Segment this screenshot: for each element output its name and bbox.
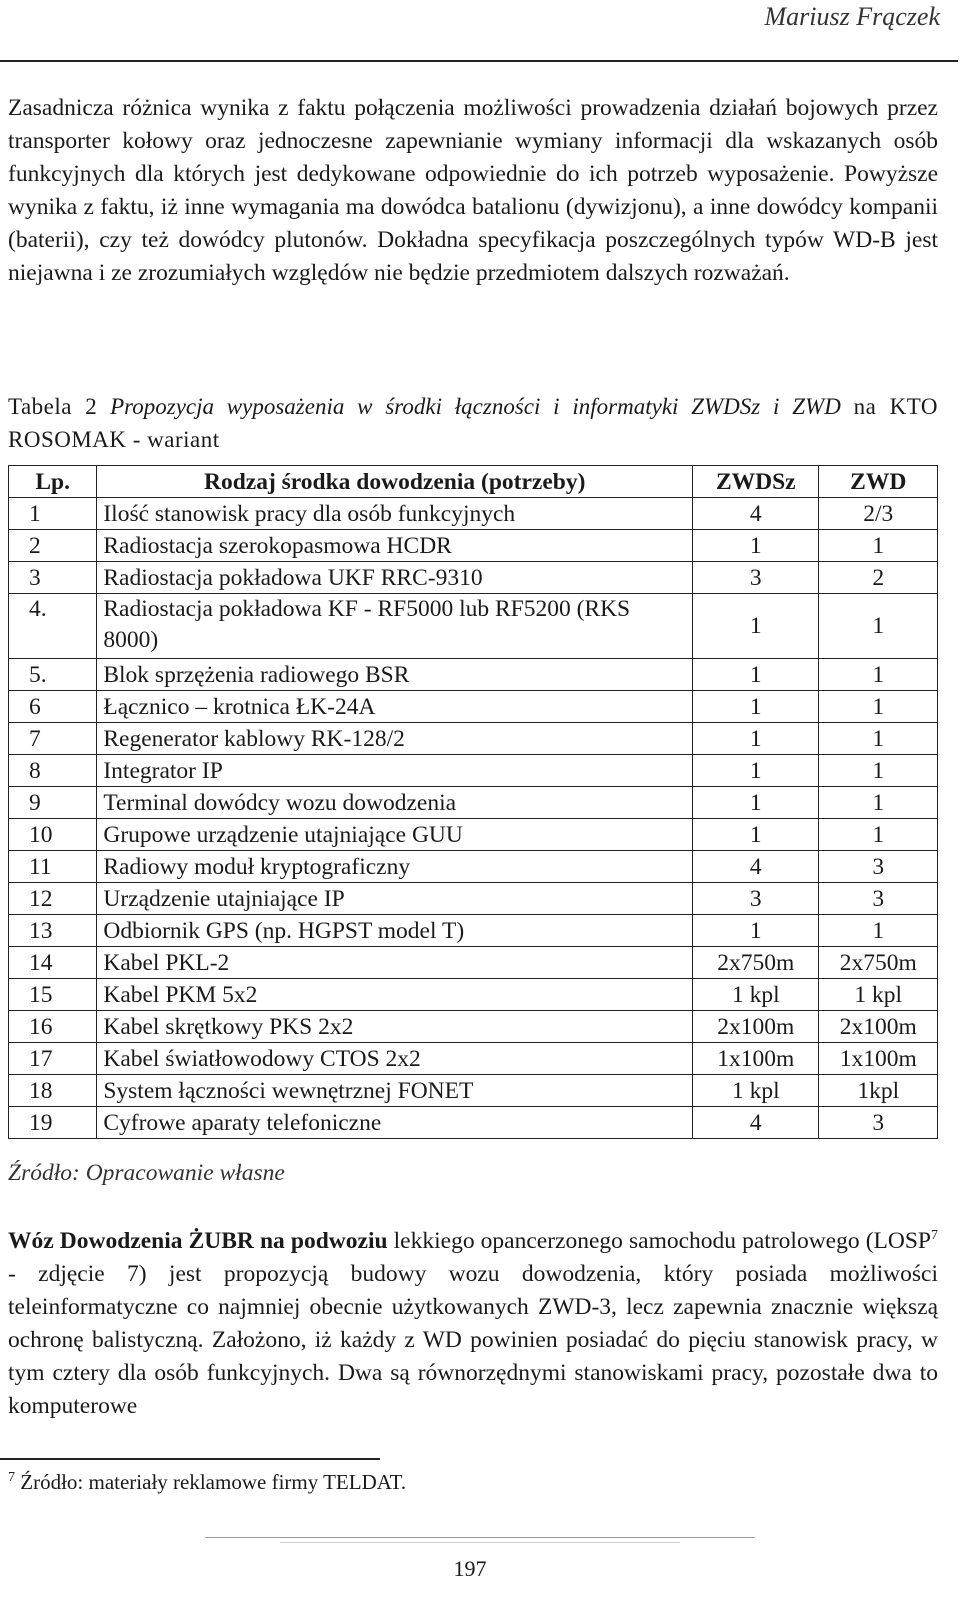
table-body [9,498,938,1139]
page-number: 197 [453,1556,487,1581]
row-number: 17 [9,1043,97,1075]
row-number: 7 [9,723,97,755]
row-number: 13 [9,915,97,947]
footnote [8,1470,406,1495]
row-number: 6 [9,691,97,723]
row-zwd: 3 [819,1107,938,1139]
row-zwdsz: 1 [693,755,819,787]
running-header-author: Mariusz Frączek [764,2,940,31]
row-item: Integrator IP [97,755,693,787]
page-number-rule-inner [280,1542,680,1543]
row-item: Cyfrowe aparaty telefoniczne [97,1107,693,1139]
footnote-text: Źródło: materiały reklamowe firmy TELDAT. [15,1470,407,1494]
row-zwd: 1kpl [819,1075,938,1107]
row-zwdsz: 3 [693,562,819,594]
row-zwdsz: 4 [693,1107,819,1139]
row-number: 3 [9,562,97,594]
row-zwdsz: 2x750m [693,947,819,979]
row-zwdsz: 1 [693,659,819,691]
row-number: 9 [9,787,97,819]
row-number: 19 [9,1107,97,1139]
row-number: 10 [9,819,97,851]
row-zwdsz: 1 [693,723,819,755]
row-item: Kabel światłowodowy CTOS 2x2 [97,1043,693,1075]
row-item: Radiostacja szerokopasmowa HCDR [97,530,693,562]
caption-title: Propozycja wyposażenia w środki łączności i informatyki ZWDSz i ZWD [110,394,841,419]
table-row [9,691,938,723]
footnote-rule [0,1458,380,1460]
row-zwd: 2x750m [819,947,938,979]
row-zwd: 2x100m [819,1011,938,1043]
footnote-ref[interactable]: 7 [930,1228,938,1244]
header-zwdsz: ZWDSz [693,466,819,498]
row-zwd: 3 [819,851,938,883]
table-row [9,562,938,594]
row-zwd: 1 [819,819,938,851]
header-lp: Lp. [9,466,97,498]
table-row [9,1075,938,1107]
row-zwdsz: 1x100m [693,1043,819,1075]
row-zwd: 1 [819,787,938,819]
header-rule [0,60,958,62]
row-zwdsz: 1 [693,691,819,723]
table-row [9,659,938,691]
row-item: Radiostacja pokładowa UKF RRC-9310 [97,562,693,594]
table-row [9,787,938,819]
table-row [9,1011,938,1043]
row-zwdsz: 1 [693,915,819,947]
row-number: 5. [9,659,97,691]
row-zwd: 2 [819,562,938,594]
row-zwdsz: 1 kpl [693,979,819,1011]
table-row [9,979,938,1011]
row-item: Odbiornik GPS (np. HGPST model T) [97,915,693,947]
table-row [9,755,938,787]
caption-label: Tabela 2 [8,394,98,419]
row-number: 11 [9,851,97,883]
table-row [9,947,938,979]
row-number: 4. [9,594,97,659]
row-item: Grupowe urządzenie utajniające GUU [97,819,693,851]
row-zwdsz: 3 [693,883,819,915]
row-item: System łączności wewnętrznej FONET [97,1075,693,1107]
table-row [9,594,938,659]
row-number: 16 [9,1011,97,1043]
row-zwdsz: 1 kpl [693,1075,819,1107]
row-number: 14 [9,947,97,979]
table-row [9,723,938,755]
footnote-number: 7 [8,1470,15,1485]
header-zwd: ZWD [819,466,938,498]
table-row [9,851,938,883]
row-item: Kabel skrętkowy PKS 2x2 [97,1011,693,1043]
row-zwd: 1 [819,915,938,947]
row-item: Kabel PKM 5x2 [97,979,693,1011]
row-zwdsz: 2x100m [693,1011,819,1043]
table-row [9,1043,938,1075]
table-row [9,819,938,851]
row-number: 2 [9,530,97,562]
row-item: Kabel PKL-2 [97,947,693,979]
row-item: Łącznico – krotnica ŁK-24A [97,691,693,723]
row-zwd: 1 [819,659,938,691]
body-paragraph-1: Zasadnicza różnica wynika z faktu połączenia możliwości prowadzenia działań bojowych przez transporter kołowy oraz jednoczesne zapewnianie wymiany informacji dla wskazanych osób funkcyjnych dla których jest dedykowane odpowiednie do ich potrzeb wyposażenie. Powyższe wynika z faktu, iż inne wymagania ma dowódca batalionu (dywizjonu), a inne dowódcy kompanii (baterii), czy też dowódcy plutonów. Dokładna specyfikacja poszczególnych typów WD-B jest niejawna i ze zrozumiałych względów nie będzie przedmiotem dalszych rozważań. [8,95,938,286]
page-number-rule [205,1537,755,1538]
equipment-table [8,465,938,1139]
row-number: 8 [9,755,97,787]
table-row [9,915,938,947]
header-type: Rodzaj środka dowodzenia (potrzeby) [97,466,693,498]
row-zwdsz: 1 [693,819,819,851]
row-item: Urządzenie utajniające IP [97,883,693,915]
row-number: 1 [9,498,97,530]
row-zwdsz: 1 [693,530,819,562]
row-item: Regenerator kablowy RK-128/2 [97,723,693,755]
row-zwdsz: 4 [693,851,819,883]
row-number: 15 [9,979,97,1011]
body-paragraph-2 [8,1225,938,1423]
row-item: Ilość stanowisk pracy dla osób funkcyjnych [97,498,693,530]
row-item: Terminal dowódcy wozu dowodzenia [97,787,693,819]
row-item: Blok sprzężenia radiowego BSR [97,659,693,691]
row-zwdsz: 1 [693,594,819,659]
row-zwd: 1 [819,691,938,723]
paragraph2-text-b: - zdjęcie 7) jest propozycją budowy wozu dowodzenia, który posiada możliwości teleinformatyczne co najmniej obecnie użytkowanych ZWD-3, lecz zapewnia znacznie większą ochronę balistyczną. Założono, iż każdy z WD powinien posiadać do pięciu stanowisk pracy, w tym cztery dla osób funkcyjnych. Dwa są równorzędnymi stanowiskami pracy, pozostałe dwa to komputerowe [8,1261,938,1419]
row-zwd: 1x100m [819,1043,938,1075]
row-zwd: 1 kpl [819,979,938,1011]
table-header-row [9,466,938,498]
row-zwd: 1 [819,530,938,562]
row-number: 12 [9,883,97,915]
source-note: Źródło: Opracowanie własne [8,1160,285,1186]
row-zwd: 1 [819,594,938,659]
row-item: Radiowy moduł kryptograficzny [97,851,693,883]
caption-suffix: na KTO ROSOMAK - wariant [8,394,939,452]
row-zwdsz: 4 [693,498,819,530]
table-row [9,498,938,530]
table-row [9,1107,938,1139]
row-number: 18 [9,1075,97,1107]
row-item: Radiostacja pokładowa KF - RF5000 lub RF5200 (RKS 8000) [97,594,693,659]
table-caption [8,390,938,456]
row-zwd: 2/3 [819,498,938,530]
row-zwd: 3 [819,883,938,915]
row-zwd: 1 [819,723,938,755]
table-row [9,883,938,915]
row-zwdsz: 1 [693,787,819,819]
table-row [9,530,938,562]
paragraph2-text-a: lekkiego opancerzonego samochodu patrolowego (LOSP [387,1228,931,1254]
row-zwd: 1 [819,755,938,787]
paragraph2-bold-lead: Wóz Dowodzenia ŻUBR na podwoziu [8,1228,388,1254]
